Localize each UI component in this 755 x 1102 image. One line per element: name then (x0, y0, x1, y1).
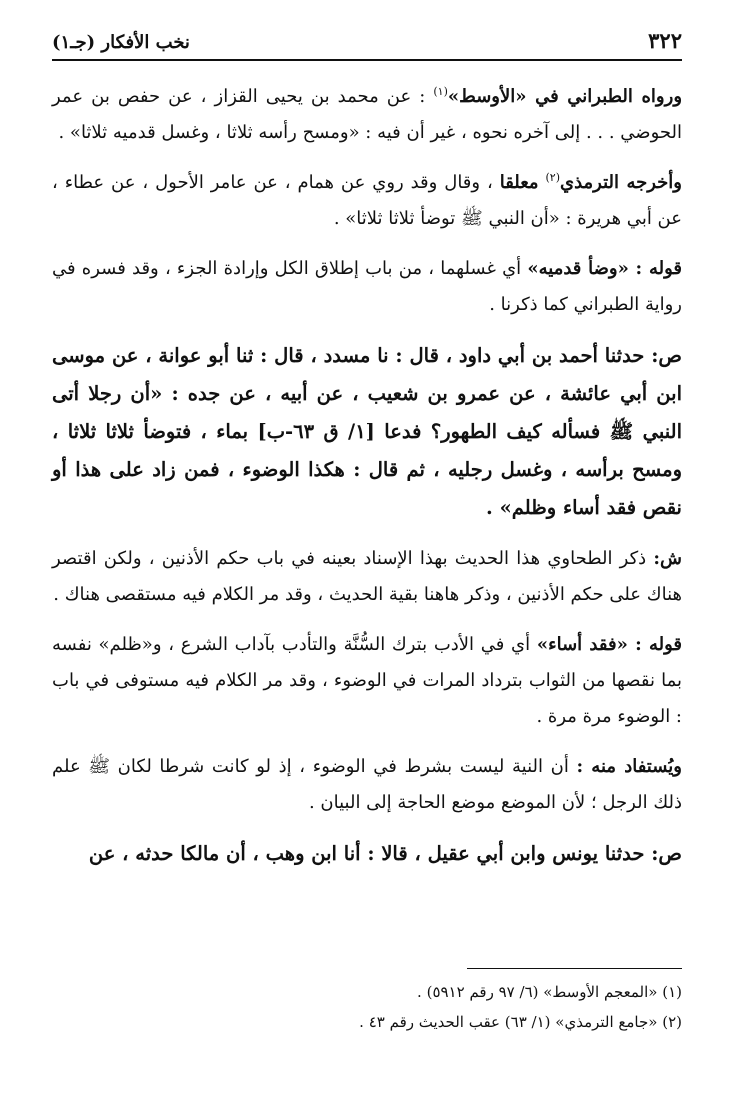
book-page (52, 28, 682, 1078)
paragraph-hadith-text: ص: حدثنا أحمد بن أبي داود ، قال : نا مسدد ، قال : ثنا أبو عوانة ، عن موسى ابن أبي عائشة ، عن عمرو بن شعيب ، عن أبيه ، عن جده : «أن رجلا أتى النبي ﷺ فسأله كيف الطهور؟ فدعا [١/ ق ٦٣-ب] بماء ، فتوضأ ثلاثا ثلاثا ، ومسح برأسه ، وغسل رجليه ، ثم قال : هكذا الوضوء ، فمن زاد على هذا أو نقص فقد أساء وظلم» . (52, 344, 682, 519)
page-number: ٣٢٢ (648, 28, 682, 53)
paragraph-commentary: قوله : «وضأ قدميه» أي غسلهما ، من باب إطلاق الكل وإرادة الجزء ، وقد فسره في رواية الطبراني كما ذكرنا . (52, 258, 682, 315)
book-title: نخب الأفكار (جـ١) (52, 32, 190, 53)
footnote-ref: (١) (433, 85, 448, 98)
page-body (52, 79, 682, 873)
footnote-divider (467, 968, 682, 969)
paragraph-tabarani: ورواه الطبراني في «الأوسط»$^{(١)}$ : عن محمد بن يحيى القزاز ، عن حفص بن عمر الحوضي . . . إلى آخره نحوه ، غير أن فيه : «ومسح رأسه ثلاثا ، وغسل قدميه ثلاثا» . (52, 85, 683, 143)
footnote-item: (٢) «جامع الترمذي» (١/ ٦٣) عقب الحديث رقم ٤٣ . (359, 1013, 682, 1031)
footnote-item: (١) «المعجم الأوسط» (٦/ ٩٧ رقم ٥٩١٢) . (417, 983, 682, 1001)
paragraph-hadith-text: ص: حدثنا يونس وابن أبي عقيل ، قالا : أنا ابن وهب ، أن مالكا حدثه ، عن (88, 842, 682, 865)
footnote-ref: (٢) (545, 171, 560, 184)
paragraph-tirmidhi: وأخرجه الترمذي$^{(٢)}$ معلقا ، وقال وقد روي عن همام ، عن عامر الأحول ، عن عطاء ، عن أبي هريرة : «أن النبي ﷺ توضأ ثلاثا ثلاثا» . (52, 171, 682, 229)
paragraph-benefit: ويُستفاد منه : أن النية ليست بشرط في الوضوء ، إذ لو كانت شرطا لكان ﷺ علم ذلك الرجل ؛ لأن الموضع موضع الحاجة إلى البيان . (52, 756, 682, 813)
footnotes (52, 968, 682, 1037)
running-header (52, 28, 682, 61)
paragraph-commentary: قوله : «فقد أساء» أي في الأدب بترك السُّنَّة والتأدب بآداب الشرع ، و«ظلم» نفسه بما نقصها من الثواب بترداد المرات في الوضوء ، وقد مر الكلام فيه مستوفى في باب : الوضوء مرة مرة . (52, 634, 682, 727)
paragraph-explanation: ش: ذكر الطحاوي هذا الحديث بهذا الإسناد بعينه في باب حكم الأذنين ، ولكن اقتصر هناك على حكم الأذنين ، وذكر هاهنا بقية الحديث ، وقد مر الكلام فيه مستقصى هناك . (52, 548, 682, 605)
